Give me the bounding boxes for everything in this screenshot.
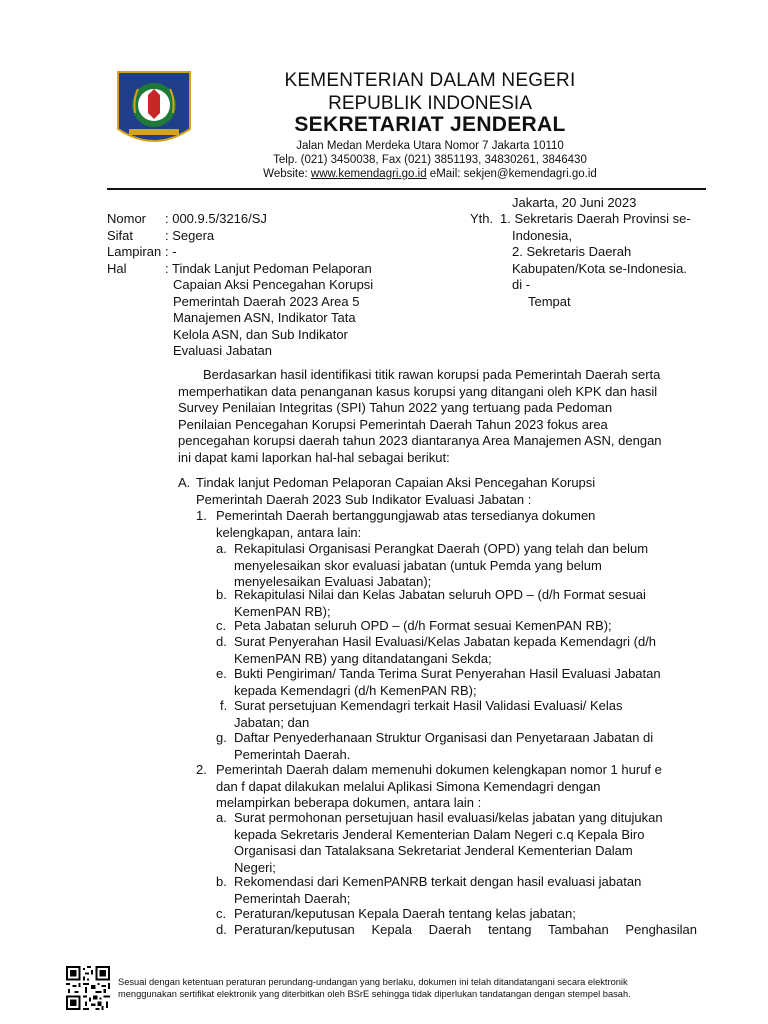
sub-marker: d. [216, 922, 227, 937]
sub-marker: c. [216, 906, 227, 921]
recipient-line: 2. Sekretaris Daerah [512, 244, 632, 259]
sub-line: KemenPAN RB); [234, 603, 331, 619]
email: eMail: sekjen@kemendagri.go.id [426, 168, 597, 180]
sub-marker: b. [216, 587, 227, 602]
hal-value: Manajemen ASN, Indikator Tata [173, 310, 356, 325]
sub-line: menyelesaikan Evaluasi Jabatan); [234, 574, 432, 589]
nomor-label: Nomor [107, 211, 147, 226]
sub-marker: f. [220, 698, 228, 713]
item2-marker: 2. [196, 762, 207, 777]
item1-text [216, 508, 697, 541]
section-a-marker: A. [178, 475, 191, 490]
sub-line: kepada Sekretaris Jenderal Kementerian Dalam Negeri c.q Kepala Biro [234, 826, 645, 842]
sub-item [234, 634, 697, 667]
intro-paragraph-cont [178, 384, 697, 467]
hal-label: Hal [107, 260, 127, 276]
sub-line: Surat permohonan persetujuan hasil evaluasi/kelas jabatan yang ditujukan [234, 810, 663, 825]
website-link[interactable]: www.kemendagri.go.id [310, 168, 427, 180]
section-a-line: Pemerintah Daerah 2023 Sub Indikator Evaluasi Jabatan : [196, 491, 532, 507]
item1-marker: 1. [196, 508, 207, 523]
letter-date: Jakarta, 20 Juni 2023 [512, 195, 637, 210]
sub-item [234, 874, 697, 907]
item2-line: Pemerintah Daerah dalam memenuhi dokumen kelengkapan nomor 1 huruf e [216, 762, 662, 777]
sifat-value: : Segera [165, 227, 215, 243]
sub-line: Jabatan; dan [234, 714, 310, 730]
lampiran-value: : - [165, 244, 177, 259]
yth-label: Yth. [470, 211, 494, 226]
hal-value: Pemerintah Daerah 2023 Area 5 [173, 293, 360, 309]
sub-marker: a. [216, 541, 227, 556]
sub-line: Negeri; [234, 859, 276, 875]
item2-line: melampirkan beberapa dokumen, antara lain : [216, 795, 482, 810]
address: Jalan Medan Merdeka Utara Nomor 7 Jakarta 10110 [296, 140, 564, 152]
sub-line: Organisasi dan Tatalaksana Sekretariat Jenderal Kementerian Dalam [234, 843, 633, 858]
intro-paragraph [178, 367, 697, 384]
sub-item [234, 730, 697, 763]
recipient-line: Indonesia, [512, 227, 572, 243]
sifat-label: Sifat [107, 227, 134, 243]
recipient-block [470, 211, 710, 310]
intro-line: Penilaian Pencegahan Korupsi Pemerintah Daerah Tahun 2023 fokus area [178, 416, 608, 432]
office-name: SEKRETARIAT JENDERAL [294, 113, 566, 136]
sub-line: Surat persetujuan Kemendagri terkait Hasil Validasi Evaluasi/ Kelas [234, 698, 623, 713]
contact-line [200, 168, 660, 180]
sub-line: KemenPAN RB) yang ditandatangani Sekda; [234, 650, 492, 666]
sub-item [234, 666, 697, 699]
hal-value: Capaian Aksi Pencegahan Korupsi [173, 277, 374, 292]
sub-marker: a. [216, 810, 227, 825]
hal-value: : Tindak Lanjut Pedoman Pelaporan [165, 260, 372, 276]
kemendagri-logo [115, 69, 193, 153]
sub-line: Pemerintah Daerah. [234, 746, 351, 762]
letter-meta [107, 211, 407, 360]
intro-line: memperhatikan data penanganan kasus korupsi yang ditangani oleh KPK dan hasil [178, 383, 658, 399]
recipient-place: Tempat [528, 293, 571, 309]
phone-fax: Telp. (021) 3450038, Fax (021) 3851193, 34830261, 3846430 [273, 154, 587, 166]
sub-item [234, 906, 697, 923]
country-name: REPUBLIK INDONESIA [328, 93, 532, 114]
section-a-line: Tindak lanjut Pedoman Pelaporan Capaian Aksi Pencegahan Korupsi [196, 475, 596, 490]
sub-line: Peraturan/keputusan Kepala Daerah tentang Tambahan Penghasilan [234, 922, 697, 937]
intro-line: ini dapat kami laporkan hal-hal sebagai berikut: [178, 449, 450, 465]
sub-line: Surat Penyerahan Hasil Evaluasi/Kelas Jabatan kepada Kemendagri (d/h [234, 634, 657, 649]
website-label: Website: [263, 168, 311, 180]
esign-note-line: Sesuai dengan ketentuan peraturan perundang-undangan yang berlaku, dokumen ini telah ditandatangani secara elektronik [118, 977, 628, 987]
sub-line: Peraturan/keputusan Kepala Daerah tentang kelas jabatan; [234, 906, 576, 921]
recipient-line: 1. Sekretaris Daerah Provinsi se- [500, 211, 691, 226]
sub-line: menyelesaikan skor evaluasi jabatan (untuk Pemda yang belum [234, 557, 602, 573]
recipient-line: di - [512, 277, 531, 292]
qr-code [66, 966, 110, 1010]
esign-note [118, 976, 698, 1000]
esign-note-line: menggunakan sertifikat elektronik yang diterbitkan oleh BSrE sehingga tidak diperlukan tandatangan dengan stempel basah. [118, 989, 631, 999]
sub-line: Bukti Pengiriman/ Tanda Terima Surat Penyerahan Hasil Evaluasi Jabatan [234, 666, 661, 681]
sub-line: Rekapitulasi Nilai dan Kelas Jabatan seluruh OPD – (d/h Format sesuai [234, 587, 646, 602]
sub-item [234, 618, 697, 635]
sub-item [234, 922, 697, 939]
sub-line: Daftar Penyederhanaan Struktur Organisasi dan Penyetaraan Jabatan di [234, 730, 654, 745]
sub-marker: b. [216, 874, 227, 889]
item2-text [216, 762, 697, 812]
sub-item [234, 810, 697, 876]
section-a-text [196, 475, 697, 508]
sub-item [234, 587, 697, 620]
sub-line: Peta Jabatan seluruh OPD – (d/h Format sesuai KemenPAN RB); [234, 618, 612, 633]
recipient-line: Kabupaten/Kota se-Indonesia. [512, 260, 687, 276]
intro-line: pencegahan korupsi daerah tahun 2023 diantaranya Area Manajemen ASN, dengan [178, 433, 662, 448]
item1-line: kelengkapan, antara lain: [216, 524, 362, 540]
lampiran-label: Lampiran [107, 244, 162, 259]
sub-line: kepada Kemendagri (d/h KemenPAN RB); [234, 682, 477, 698]
sub-line: Rekomendasi dari KemenPANRB terkait dengan hasil evaluasi jabatan [234, 874, 642, 889]
sub-line: Pemerintah Daerah; [234, 890, 351, 906]
sub-item [234, 698, 697, 731]
sub-marker: c. [216, 618, 227, 633]
sub-item [234, 541, 697, 591]
hal-value: Kelola ASN, dan Sub Indikator [173, 326, 348, 342]
nomor-value: : 000.9.5/3216/SJ [165, 211, 267, 226]
letterhead-divider [107, 188, 706, 190]
item1-line: Pemerintah Daerah bertanggungjawab atas tersedianya dokumen [216, 508, 596, 523]
sub-line: Rekapitulasi Organisasi Perangkat Daerah (OPD) yang telah dan belum [234, 541, 649, 556]
hal-value: Evaluasi Jabatan [173, 343, 273, 358]
sub-marker: d. [216, 634, 227, 649]
sub-marker: e. [216, 666, 227, 681]
item2-line: dan f dapat dilakukan melalui Aplikasi Simona Kemendagri dengan [216, 778, 601, 794]
intro-line: Survey Penilaian Integritas (SPI) Tahun 2022 yang tertuang pada Pedoman [178, 400, 613, 415]
ministry-name: KEMENTERIAN DALAM NEGERI [284, 70, 576, 91]
sub-marker: g. [216, 730, 227, 745]
intro-line: Berdasarkan hasil identifikasi titik rawan korupsi pada Pemerintah Daerah serta [203, 367, 661, 382]
